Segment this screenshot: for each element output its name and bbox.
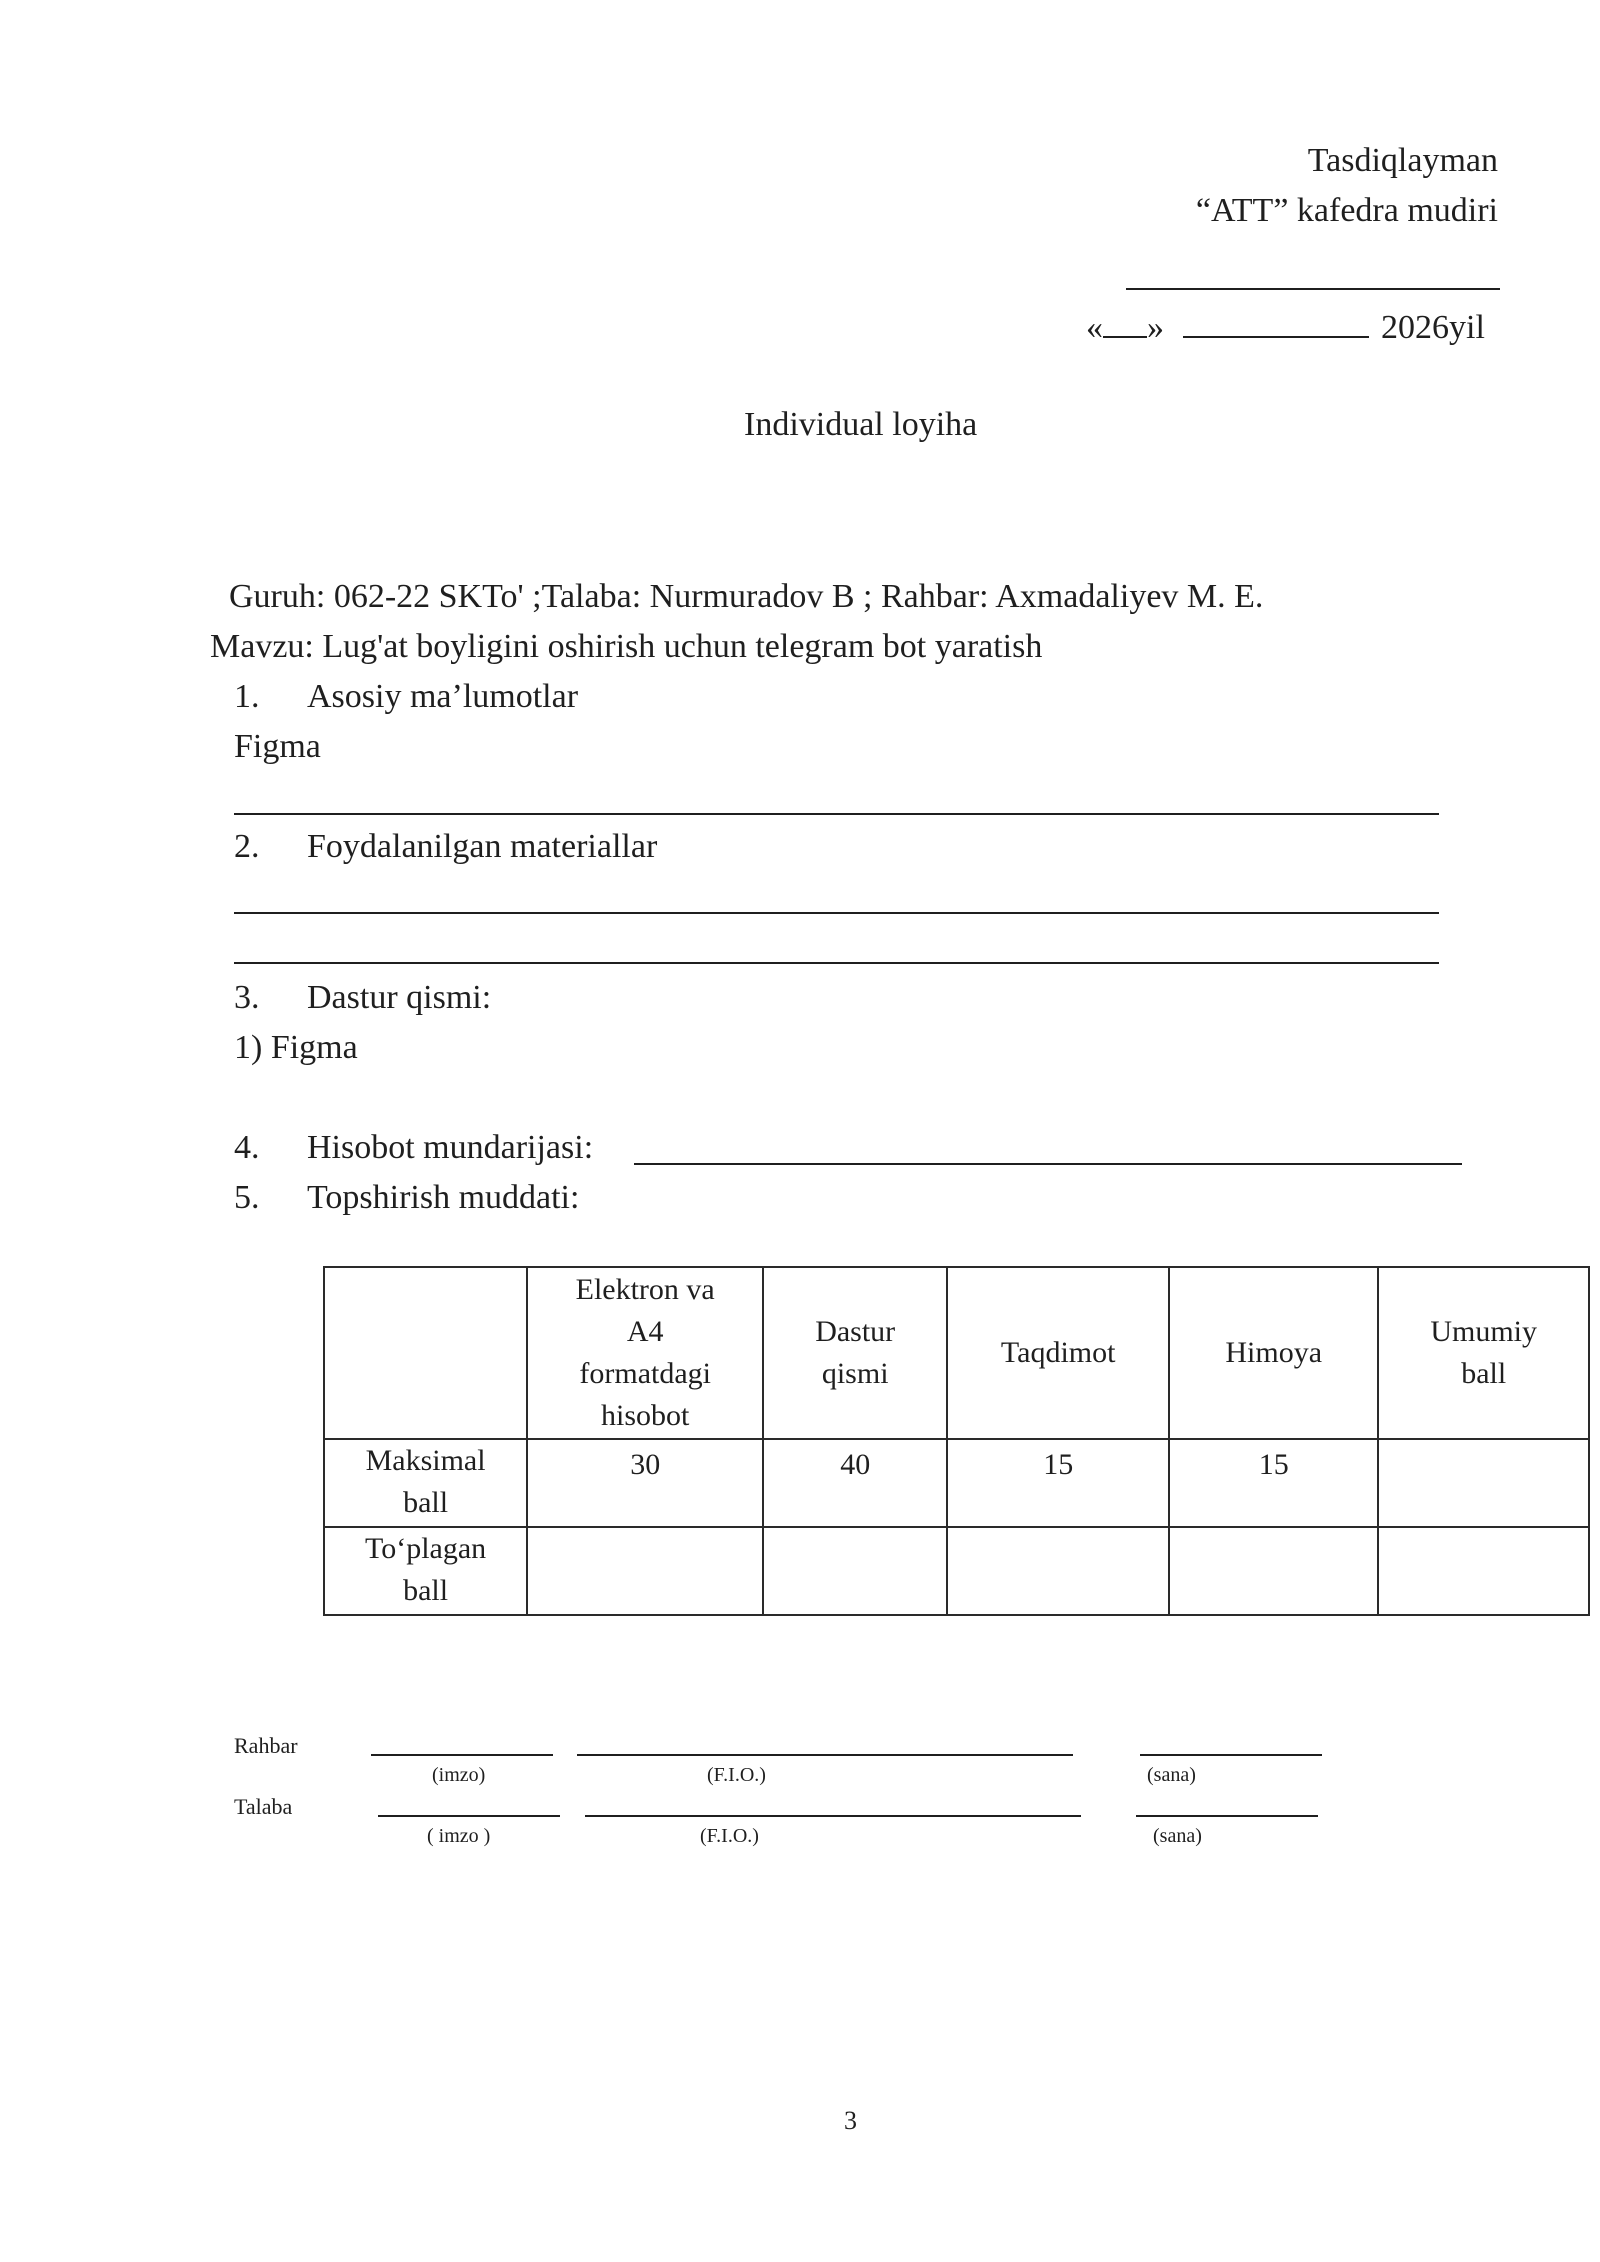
- talaba-date-line: [1136, 1815, 1318, 1817]
- table-header-cell: Dastur qismi: [763, 1267, 947, 1439]
- approval-title: Tasdiqlayman: [1307, 142, 1498, 179]
- page-number: 3: [844, 2106, 857, 2135]
- talaba-sign-caption: ( imzo ): [427, 1825, 491, 1847]
- table-cell: [1378, 1527, 1589, 1615]
- section-2-blank-line-2: [234, 962, 1439, 964]
- section-1-value: Figma: [234, 728, 321, 765]
- talaba-name-caption: (F.I.O.): [700, 1825, 759, 1847]
- approval-department: “ATT” kafedra mudiri: [1195, 192, 1498, 229]
- info-line: Guruh: 062-22 SKTo' ;Talaba: Nurmuradov B ; Rahbar: Axmadaliyev M. E.: [229, 578, 1264, 615]
- section-5-number: 5.: [234, 1179, 260, 1216]
- rahbar-date-caption: (sana): [1147, 1764, 1196, 1786]
- section-4-number: 4.: [234, 1129, 260, 1166]
- rahbar-sign-line: [371, 1754, 553, 1756]
- section-1-label: Asosiy ma’lumotlar: [307, 678, 579, 715]
- section-1-blank-line: [234, 813, 1439, 815]
- table-header-cell: Umumiy ball: [1378, 1267, 1589, 1439]
- approval-day-blank: [1103, 310, 1147, 338]
- table-cell: [1378, 1439, 1589, 1527]
- rahbar-sign-caption: (imzo): [432, 1764, 486, 1786]
- signature-role-rahbar: Rahbar: [234, 1733, 298, 1758]
- table-cell: [527, 1527, 763, 1615]
- table-cell: [947, 1527, 1169, 1615]
- section-2-label: Foydalanilgan materiallar: [307, 828, 658, 865]
- table-cell: 15: [1169, 1439, 1378, 1527]
- section-5-label: Topshirish muddati:: [307, 1179, 580, 1216]
- section-2-blank-line-1: [234, 912, 1439, 914]
- table-header-cell: Taqdimot: [947, 1267, 1169, 1439]
- rahbar-name-caption: (F.I.O.): [707, 1764, 766, 1786]
- approval-year: 2026yil: [1381, 309, 1485, 346]
- table-cell: 40: [763, 1439, 947, 1527]
- section-1-number: 1.: [234, 678, 260, 715]
- rahbar-name-line: [577, 1754, 1073, 1756]
- table-cell: 30: [527, 1439, 763, 1527]
- approval-date-line: « » 2026yil: [1086, 309, 1485, 346]
- talaba-date-caption: (sana): [1153, 1825, 1202, 1847]
- section-4-blank-line: [634, 1163, 1462, 1165]
- signature-role-talaba: Talaba: [234, 1794, 293, 1819]
- section-2-number: 2.: [234, 828, 260, 865]
- table-header-cell: [324, 1267, 527, 1439]
- approval-month-blank: [1183, 310, 1369, 338]
- section-3-number: 3.: [234, 979, 260, 1016]
- table-header-row: [324, 1267, 1589, 1439]
- section-3-label: Dastur qismi:: [307, 979, 492, 1016]
- topic-line: Mavzu: Lug'at boyligini oshirish uchun telegram bot yaratish: [210, 628, 1043, 665]
- table-row-label: To‘plagan ball: [324, 1527, 527, 1615]
- table-row: [324, 1527, 1589, 1615]
- table-row: [324, 1439, 1589, 1527]
- table-cell: [1169, 1527, 1378, 1615]
- table-cell: [763, 1527, 947, 1615]
- table-cell: 15: [947, 1439, 1169, 1527]
- table-row-label: Maksimal ball: [324, 1439, 527, 1527]
- talaba-sign-line: [378, 1815, 560, 1817]
- section-3-value: 1) Figma: [234, 1029, 358, 1066]
- table-header-cell: Elektron va A4 formatdagi hisobot: [527, 1267, 763, 1439]
- section-4-label: Hisobot mundarijasi:: [307, 1129, 594, 1166]
- page-title: Individual loyiha: [744, 406, 978, 443]
- talaba-name-line: [585, 1815, 1081, 1817]
- rahbar-date-line: [1140, 1754, 1322, 1756]
- grades-table: [323, 1266, 1590, 1616]
- table-header-cell: Himoya: [1169, 1267, 1378, 1439]
- approval-signature-line: [1126, 288, 1500, 290]
